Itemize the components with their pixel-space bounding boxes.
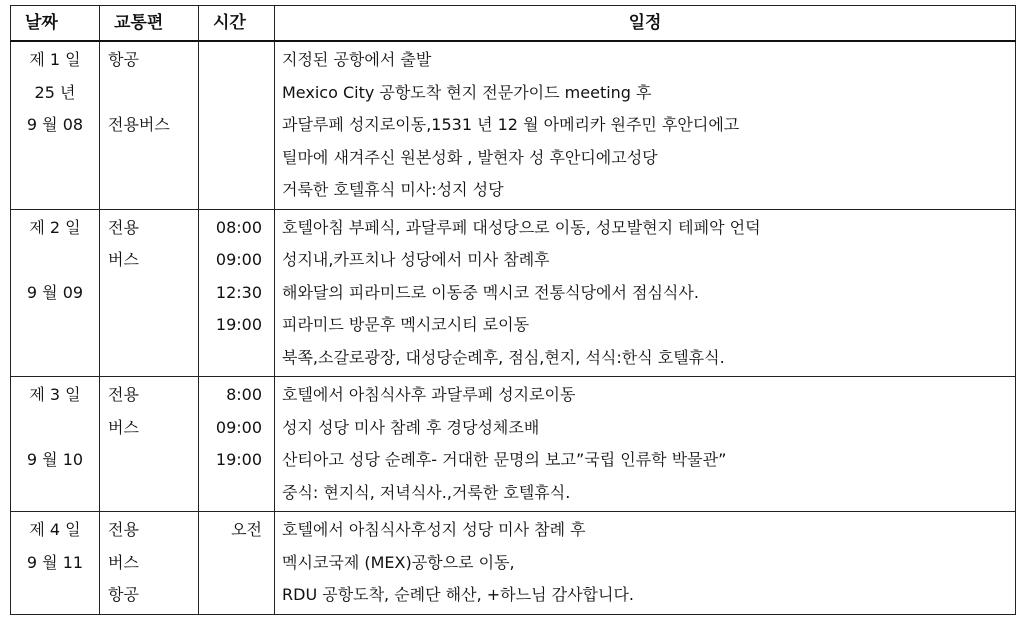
schedule-line: RDU 공항도착, 순례단 해산, +하느님 감사합니다. bbox=[282, 585, 634, 604]
itinerary-table bbox=[10, 5, 1016, 615]
header-date: 날짜 bbox=[11, 6, 100, 42]
transport-line: 전용 bbox=[108, 217, 139, 237]
itinerary-body bbox=[11, 41, 1016, 614]
schedule-line: 호텔아침 부페식, 과달루페 대성당으로 이동, 성모발현지 테페악 언덕 bbox=[282, 217, 761, 237]
date-line: 제 2 일 bbox=[29, 217, 81, 237]
time-line: 19:00 bbox=[215, 315, 262, 334]
date-line: 9 월 08 bbox=[26, 115, 84, 134]
schedule-line: 과달루페 성지로이동,1531 년 12 월 아메리카 원주민 후안디에고 bbox=[282, 115, 740, 134]
date-line: 25 년 bbox=[34, 82, 76, 102]
schedule-line: Mexico City 공항도착 현지 전문가이드 meeting 후 bbox=[282, 82, 652, 102]
schedule-line: 거룩한 호텔휴식 미사:성지 성당 bbox=[282, 180, 504, 199]
transport-line: 전용 bbox=[108, 385, 139, 404]
transport-line: 항공 bbox=[108, 585, 139, 604]
time-cell bbox=[199, 377, 275, 512]
date-line bbox=[11, 244, 99, 277]
day-row bbox=[11, 512, 1016, 615]
time-line: 12:30 bbox=[215, 282, 262, 302]
date-line: 제 4 일 bbox=[29, 520, 81, 539]
header-schedule: 일정 bbox=[275, 6, 1016, 42]
time-line: 08:00 bbox=[215, 217, 262, 237]
time-cell bbox=[199, 209, 275, 377]
date-cell bbox=[11, 41, 100, 209]
day-row bbox=[11, 377, 1016, 512]
transport-cell bbox=[100, 209, 199, 377]
schedule-line: 호텔에서 아침식사후성지 성당 미사 참례 후 bbox=[282, 520, 586, 539]
header-row bbox=[11, 6, 1016, 42]
schedule-line: 산티아고 성당 순례후- 거대한 문명의 보고”국립 인류학 박물관” bbox=[282, 450, 727, 469]
transport-line bbox=[108, 77, 198, 110]
transport-line: 버스 bbox=[108, 417, 139, 437]
schedule-line: 해와달의 피라미드로 이동중 멕시코 전통식당에서 점심식사. bbox=[282, 282, 699, 302]
time-line: 09:00 bbox=[215, 250, 262, 269]
date-line: 9 월 11 bbox=[26, 552, 84, 572]
schedule-line: 성지 성당 미사 참례 후 경당성체조배 bbox=[282, 417, 540, 437]
schedule-cell bbox=[275, 512, 1016, 615]
day-row bbox=[11, 41, 1016, 209]
time-line: 8:00 bbox=[226, 385, 262, 404]
day-row bbox=[11, 209, 1016, 377]
transport-line: 버스 bbox=[108, 552, 139, 572]
transport-line: 항공 bbox=[108, 50, 139, 69]
time-cell bbox=[199, 512, 275, 615]
transport-line: 버스 bbox=[108, 250, 139, 269]
transport-line: 전용 bbox=[108, 520, 139, 539]
time-line: 09:00 bbox=[215, 417, 262, 437]
schedule-cell bbox=[275, 41, 1016, 209]
header-time: 시간 bbox=[199, 6, 275, 42]
time-line: 오전 bbox=[231, 520, 262, 539]
schedule-line: 성지내,카프치나 성당에서 미사 참례후 bbox=[282, 250, 550, 269]
schedule-line: 피라미드 방문후 멕시코시티 로이동 bbox=[282, 315, 530, 334]
time-cell bbox=[199, 41, 275, 209]
schedule-cell bbox=[275, 209, 1016, 377]
date-line bbox=[11, 412, 99, 445]
header-transport: 교통편 bbox=[100, 6, 199, 42]
schedule-line: 틸마에 새겨주신 원본성화 , 발현자 성 후안디에고성당 bbox=[282, 147, 658, 167]
transport-cell bbox=[100, 41, 199, 209]
date-line: 9 월 10 bbox=[26, 450, 84, 469]
schedule-line: 지정된 공항에서 출발 bbox=[282, 50, 432, 69]
schedule-line: 북쪽,소갈로광장, 대성당순례후, 점심,현지, 석식:한식 호텔휴식. bbox=[282, 347, 725, 367]
date-cell bbox=[11, 209, 100, 377]
schedule-cell bbox=[275, 377, 1016, 512]
transport-line: 전용버스 bbox=[108, 115, 170, 134]
time-line: 19:00 bbox=[215, 450, 262, 469]
schedule-line: 중식: 현지식, 저녁식사.,거룩한 호텔휴식. bbox=[282, 482, 571, 502]
date-line: 제 1 일 bbox=[29, 50, 81, 69]
date-cell bbox=[11, 377, 100, 512]
schedule-line: 호텔에서 아침식사후 과달루페 성지로이동 bbox=[282, 385, 576, 404]
transport-cell bbox=[100, 512, 199, 615]
date-line: 9 월 09 bbox=[26, 282, 84, 302]
transport-cell bbox=[100, 377, 199, 512]
schedule-line: 멕시코국제 (MEX)공항으로 이동, bbox=[282, 552, 515, 572]
date-line: 제 3 일 bbox=[29, 385, 81, 404]
date-cell bbox=[11, 512, 100, 615]
